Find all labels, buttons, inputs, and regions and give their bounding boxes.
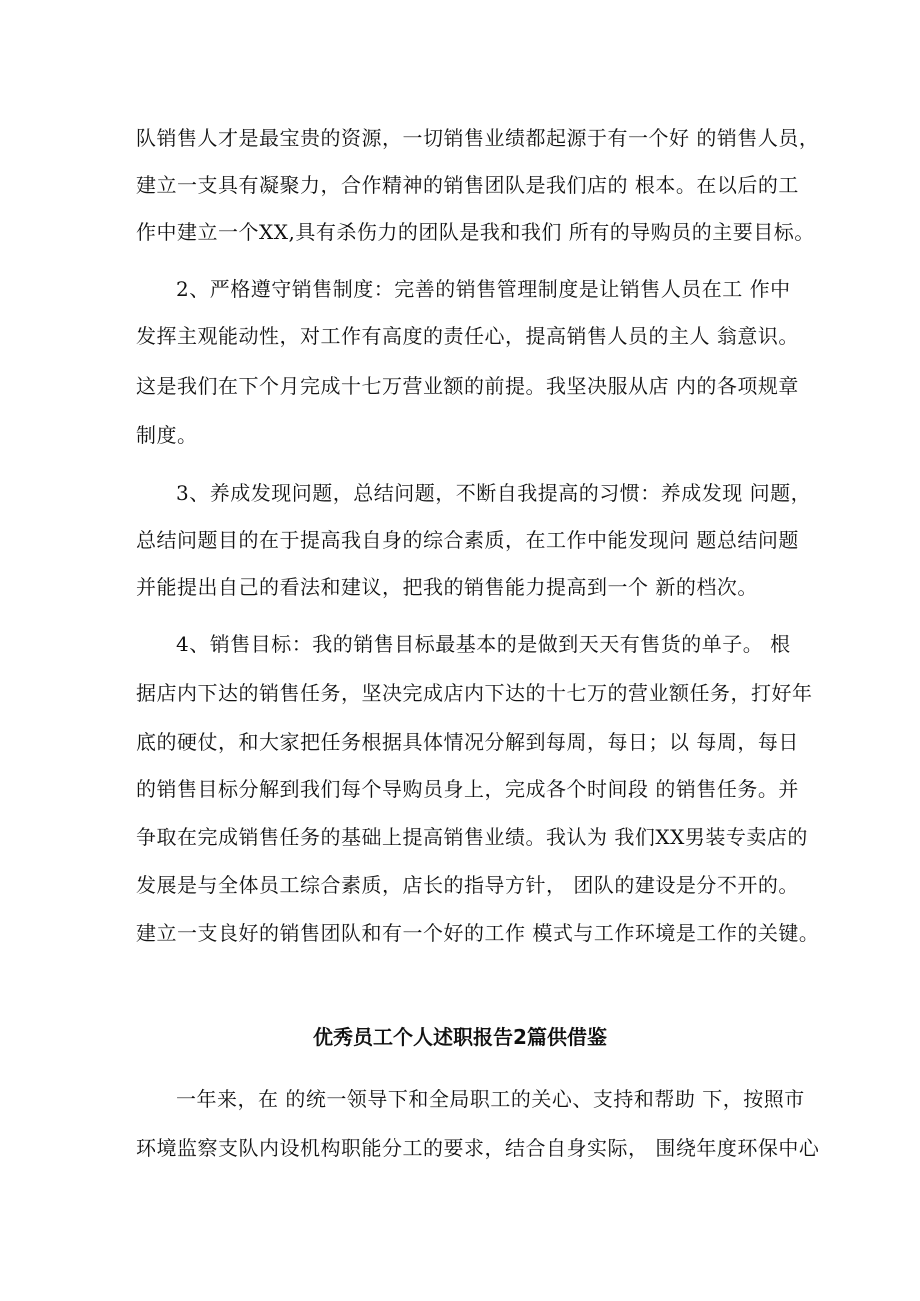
- paragraph-2-line-2: 发挥主观能动性，对工作有高度的责任心，提高销售人员的主人 翁意识。: [136, 324, 799, 348]
- paragraph-4-line-6: 发展是与全体员工综合素质，店长的指导方针， 团队的建设是分不开的。: [136, 873, 799, 897]
- paragraph-3-line-1: 3、养成发现问题，总结问题，不断自我提高的习惯：养成发现 问题，: [176, 481, 812, 505]
- paragraph-4-line-3: 底的硬仗，和大家把任务根据具体情况分解到每周，每日；以 每周，每日: [136, 730, 799, 754]
- paragraph-2-line-3: 这是我们在下个月完成十七万营业额的前提。我坚决服从店 内的各项规章: [136, 374, 799, 398]
- paragraph-3-line-2: 总结问题目的在于提高我自身的综合素质，在工作中能发现问 题总结问题: [136, 528, 799, 552]
- paragraph-4-line-1: 4、销售目标：我的销售目标最基本的是做到天天有售货的单子。 根: [176, 632, 791, 656]
- section-2-line-1: 一年来，在 的统一领导下和全局职工的关心、支持和帮助 下，按照市: [176, 1087, 805, 1111]
- section-heading: 优秀员工个人述职报告2篇供借鉴: [313, 1025, 607, 1049]
- paragraph-4-line-2: 据店内下达的销售任务，坚决完成店内下达的十七万的营业额任务，打好年: [136, 681, 813, 705]
- paragraph-4-line-5: 争取在完成销售任务的基础上提高销售业绩。我认为 我们XX男装专卖店的: [136, 825, 808, 849]
- paragraph-1-line-3: 作中建立一个XX,具有杀伤力的团队是我和我们 所有的导购员的主要目标。: [136, 220, 815, 244]
- section-2-line-2: 环境监察支队内设机构职能分工的要求，结合自身实际， 围绕年度环保中心: [136, 1136, 820, 1160]
- paragraph-2-line-1: 2、严格遵守销售制度：完善的销售管理制度是让销售人员在工 作中: [176, 277, 791, 301]
- paragraph-1-line-1: 队销售人才是最宝贵的资源，一切销售业绩都起源于有一个好 的销售人员，: [136, 126, 820, 150]
- paragraph-2-line-4: 制度。: [136, 423, 198, 447]
- paragraph-4-line-7: 建立一支良好的销售团队和有一个好的工作 模式与工作环境是工作的关键。: [136, 921, 820, 945]
- paragraph-1-line-2: 建立一支具有凝聚力，合作精神的销售团队是我们店的 根本。在以后的工: [136, 173, 799, 197]
- paragraph-3-line-3: 并能提出自己的看法和建议，把我的销售能力提高到一个 新的档次。: [136, 575, 758, 599]
- paragraph-4-line-4: 的销售目标分解到我们每个导购员身上，完成各个时间段 的销售任务。并: [136, 777, 799, 801]
